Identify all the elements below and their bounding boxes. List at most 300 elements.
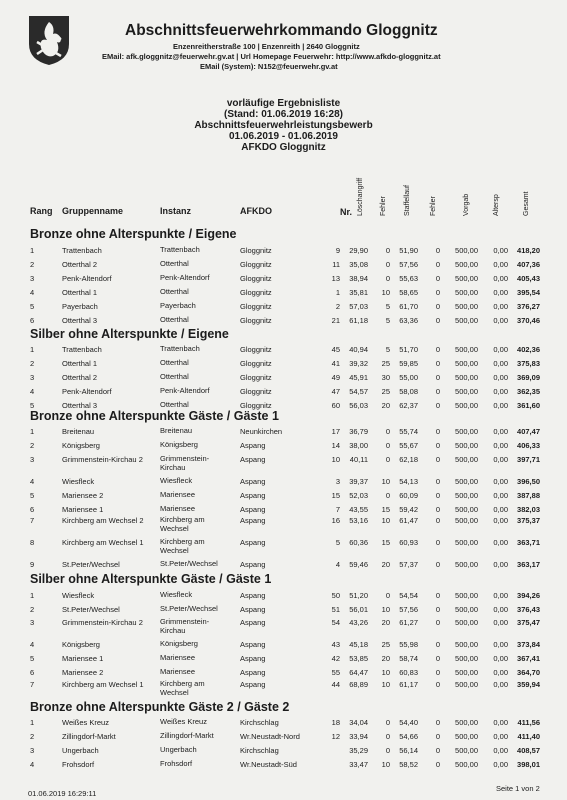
cell-vorgabe: 500,00: [455, 680, 478, 689]
cell-nr: 11: [332, 260, 340, 269]
cell-gruppe: Penk-Altendorf: [62, 387, 112, 396]
cell-instanz: Otterthal: [160, 400, 189, 409]
table-row: [0, 491, 567, 505]
cell-f2: 0: [435, 618, 440, 627]
cell-f1: 10: [381, 760, 390, 769]
cell-vorgabe: 500,00: [455, 401, 478, 410]
cell-f1: 15: [381, 505, 390, 514]
cell-afkdo: Gloggnitz: [240, 359, 272, 368]
cell-rang: 7: [30, 680, 35, 689]
cell-afkdo: Gloggnitz: [240, 260, 272, 269]
cell-vorgabe: 500,00: [455, 477, 478, 486]
cell-instanz: Grimmenstein-Kirchau: [160, 617, 210, 635]
cell-f2: 0: [435, 732, 440, 741]
cell-rang: 2: [30, 605, 35, 614]
cell-staffel: 62,18: [399, 455, 418, 464]
competition-name: Abschnittsfeuerwehrleistungsbewerb: [194, 120, 373, 131]
col-instanz: Instanz: [160, 206, 192, 216]
cell-gruppe: Mariensee 1: [62, 505, 104, 514]
cell-nr: 10: [331, 455, 340, 464]
cell-loesch: 40,94: [349, 345, 368, 354]
cell-vorgabe: 500,00: [455, 246, 478, 255]
cell-instanz: Königsberg: [160, 440, 198, 449]
cell-gesamt: 407,47: [517, 427, 540, 436]
cell-gruppe: Otterthal 2: [62, 373, 98, 382]
cell-afkdo: Kirchschlag: [240, 746, 279, 755]
cell-f2: 0: [435, 591, 440, 600]
cell-nr: 17: [331, 427, 340, 436]
cell-f2: 0: [435, 640, 440, 649]
cell-gesamt: 407,36: [517, 260, 540, 269]
cell-instanz: Trattenbach: [160, 245, 200, 254]
cell-afkdo: Aspang: [240, 441, 266, 450]
cell-nr: 55: [331, 668, 340, 677]
cell-f1: 10: [381, 516, 390, 525]
table-row: [0, 288, 567, 302]
cell-afkdo: Gloggnitz: [240, 246, 272, 255]
cell-vorgabe: 500,00: [455, 316, 478, 325]
cell-staffel: 62,37: [399, 401, 418, 410]
cell-f2: 0: [435, 359, 440, 368]
cell-instanz: Penk-Altendorf: [160, 273, 210, 282]
cell-gesamt: 387,88: [517, 491, 540, 500]
table-row: [0, 591, 567, 605]
cell-instanz: Otterthal: [160, 287, 189, 296]
col-afkdo: AFKDO: [240, 206, 272, 216]
cell-rang: 3: [30, 373, 35, 382]
cell-nr: 12: [331, 732, 340, 741]
cell-nr: 51: [331, 605, 340, 614]
cell-f1: 10: [381, 288, 390, 297]
cell-alter: 0,00: [493, 288, 508, 297]
cell-f1: 25: [381, 359, 390, 368]
cell-rang: 4: [30, 387, 35, 396]
table-row: [0, 387, 567, 401]
cell-gruppe: Wiesfleck: [62, 477, 95, 486]
cell-loesch: 35,08: [349, 260, 368, 269]
cell-f1: 0: [385, 274, 390, 283]
section-title: Silber ohne Alterspunkte / Eigene: [30, 327, 229, 341]
cell-f2: 0: [435, 680, 440, 689]
cell-staffel: 57,56: [399, 605, 418, 614]
cell-gesamt: 394,26: [517, 591, 540, 600]
cell-afkdo: Gloggnitz: [240, 345, 272, 354]
cell-rang: 8: [30, 538, 35, 547]
table-row: [0, 274, 567, 288]
cell-instanz: Zillingdorf-Markt: [160, 731, 214, 740]
cell-gesamt: 364,70: [517, 668, 540, 677]
cell-loesch: 38,94: [349, 274, 368, 283]
cell-gesamt: 361,60: [517, 401, 540, 410]
cell-f1: 30: [381, 373, 390, 382]
cell-gruppe: Kirchberg am Wechsel 2: [62, 516, 144, 525]
section-title: Bronze ohne Alterspunkte Gäste 2 / Gäste 2: [30, 700, 290, 714]
cell-gesamt: 370,46: [517, 316, 540, 325]
cell-f1: 0: [385, 746, 390, 755]
table-row: [0, 746, 567, 760]
cell-gesamt: 408,57: [517, 746, 540, 755]
cell-vorgabe: 500,00: [455, 505, 478, 514]
cell-loesch: 33,47: [349, 760, 368, 769]
cell-f2: 0: [435, 491, 440, 500]
cell-f2: 0: [435, 387, 440, 396]
cell-afkdo: Aspang: [240, 605, 266, 614]
cell-afkdo: Wr.Neustadt-Süd: [240, 760, 297, 769]
cell-staffel: 54,40: [399, 718, 418, 727]
cell-afkdo: Aspang: [240, 538, 266, 547]
cell-gesamt: 363,71: [517, 538, 540, 547]
cell-staffel: 54,66: [399, 732, 418, 741]
col-fehler1: Fehler: [380, 196, 387, 216]
cell-nr: 13: [331, 274, 340, 283]
cell-f2: 0: [435, 441, 440, 450]
cell-instanz: Mariensee: [160, 490, 196, 499]
cell-nr: 21: [331, 316, 340, 325]
cell-gruppe: Königsberg: [62, 441, 100, 450]
cell-gruppe: St.Peter/Wechsel: [62, 560, 120, 569]
cell-nr: 54: [331, 618, 340, 627]
cell-gruppe: St.Peter/Wechsel: [62, 605, 120, 614]
cell-alter: 0,00: [493, 732, 508, 741]
col-vorgab: Vorgab: [463, 193, 470, 216]
cell-gruppe: Frohsdorf: [62, 760, 95, 769]
cell-afkdo: Gloggnitz: [240, 401, 272, 410]
cell-f2: 0: [435, 455, 440, 464]
cell-staffel: 59,85: [399, 359, 418, 368]
cell-alter: 0,00: [493, 316, 508, 325]
cell-rang: 5: [30, 302, 35, 311]
cell-alter: 0,00: [493, 718, 508, 727]
cell-vorgabe: 500,00: [455, 359, 478, 368]
cell-rang: 1: [30, 345, 35, 354]
cell-rang: 2: [30, 441, 35, 450]
cell-f1: 0: [385, 591, 390, 600]
table-row: [0, 246, 567, 260]
cell-gesamt: 418,20: [517, 246, 540, 255]
cell-loesch: 39,37: [349, 477, 368, 486]
cell-vorgabe: 500,00: [455, 746, 478, 755]
cell-staffel: 55,00: [399, 373, 418, 382]
cell-nr: 18: [331, 718, 340, 727]
cell-f2: 0: [435, 316, 440, 325]
cell-gesamt: 376,27: [517, 302, 540, 311]
cell-rang: 7: [30, 516, 35, 525]
cell-f2: 0: [435, 516, 440, 525]
cell-afkdo: Aspang: [240, 516, 266, 525]
cell-alter: 0,00: [493, 373, 508, 382]
cell-rang: 1: [30, 246, 35, 255]
cell-alter: 0,00: [493, 654, 508, 663]
cell-loesch: 38,00: [349, 441, 368, 450]
cell-staffel: 58,52: [399, 760, 418, 769]
cell-f1: 25: [381, 387, 390, 396]
cell-gesamt: 398,01: [517, 760, 540, 769]
table-row: [0, 605, 567, 619]
cell-alter: 0,00: [493, 746, 508, 755]
cell-nr: 42: [331, 654, 340, 663]
cell-loesch: 52,03: [349, 491, 368, 500]
cell-f1: 0: [385, 491, 390, 500]
cell-instanz: St.Peter/Wechsel: [160, 559, 218, 568]
cell-alter: 0,00: [493, 760, 508, 769]
table-row: [0, 718, 567, 732]
cell-f2: 0: [435, 274, 440, 283]
cell-nr: 9: [335, 246, 340, 255]
cell-alter: 0,00: [493, 640, 508, 649]
organization-title: Abschnittsfeuerwehrkommando Gloggnitz: [125, 22, 438, 39]
cell-f2: 0: [435, 560, 440, 569]
print-timestamp: 01.06.2019 16:29:11: [28, 789, 97, 798]
table-row: [0, 618, 567, 638]
cell-instanz: Penk-Altendorf: [160, 386, 210, 395]
cell-nr: 3: [335, 477, 340, 486]
cell-vorgabe: 500,00: [455, 732, 478, 741]
cell-rang: 2: [30, 732, 35, 741]
cell-rang: 4: [30, 640, 35, 649]
cell-loesch: 54,57: [349, 387, 368, 396]
cell-rang: 1: [30, 718, 35, 727]
cell-gruppe: Otterthal 1: [62, 288, 98, 297]
cell-instanz: Otterthal: [160, 315, 189, 324]
cell-staffel: 56,14: [399, 746, 418, 755]
cell-rang: 3: [30, 618, 35, 627]
cell-gesamt: 359,94: [517, 680, 540, 689]
table-row: [0, 359, 567, 373]
cell-vorgabe: 500,00: [455, 274, 478, 283]
cell-gesamt: 411,56: [517, 718, 540, 727]
cell-staffel: 58,74: [399, 654, 418, 663]
cell-alter: 0,00: [493, 246, 508, 255]
cell-afkdo: Aspang: [240, 591, 266, 600]
cell-afkdo: Aspang: [240, 654, 266, 663]
cell-f1: 25: [381, 640, 390, 649]
cell-staffel: 55,67: [399, 441, 418, 450]
cell-afkdo: Aspang: [240, 640, 266, 649]
cell-rang: 6: [30, 505, 35, 514]
cell-f1: 20: [381, 618, 390, 627]
cell-instanz: Kirchberg am Wechsel: [160, 515, 205, 533]
cell-vorgabe: 500,00: [455, 373, 478, 382]
cell-vorgabe: 500,00: [455, 441, 478, 450]
cell-vorgabe: 500,00: [455, 640, 478, 649]
cell-rang: 6: [30, 668, 35, 677]
cell-loesch: 39,32: [349, 359, 368, 368]
col-loeschangriff: Löschangriff: [357, 177, 364, 216]
cell-gruppe: Payerbach: [62, 302, 98, 311]
cell-f2: 0: [435, 288, 440, 297]
cell-loesch: 35,81: [349, 288, 368, 297]
cell-instanz: Kirchberg am Wechsel: [160, 537, 205, 555]
cell-staffel: 51,70: [399, 345, 418, 354]
cell-vorgabe: 500,00: [455, 718, 478, 727]
cell-vorgabe: 500,00: [455, 260, 478, 269]
cell-nr: 43: [331, 640, 340, 649]
cell-rang: 5: [30, 491, 35, 500]
cell-loesch: 35,29: [349, 746, 368, 755]
cell-gruppe: Trattenbach: [62, 246, 102, 255]
cell-instanz: Breitenau: [160, 426, 193, 435]
cell-nr: 16: [331, 516, 340, 525]
cell-staffel: 54,54: [399, 591, 418, 600]
cell-gruppe: Trattenbach: [62, 345, 102, 354]
cell-alter: 0,00: [493, 260, 508, 269]
cell-instanz: Wiesfleck: [160, 590, 193, 599]
cell-f2: 0: [435, 345, 440, 354]
section-title: Silber ohne Alterspunkte Gäste / Gäste 1: [30, 572, 272, 586]
cell-staffel: 55,98: [399, 640, 418, 649]
cell-vorgabe: 500,00: [455, 591, 478, 600]
cell-afkdo: Gloggnitz: [240, 274, 272, 283]
cell-f2: 0: [435, 605, 440, 614]
cell-alter: 0,00: [493, 680, 508, 689]
cell-gruppe: Otterthal 3: [62, 316, 98, 325]
cell-alter: 0,00: [493, 538, 508, 547]
cell-staffel: 54,13: [399, 477, 418, 486]
cell-instanz: Königsberg: [160, 639, 198, 648]
cell-f1: 5: [385, 302, 390, 311]
cell-gruppe: Kirchberg am Wechsel 1: [62, 680, 144, 689]
cell-f1: 0: [385, 260, 390, 269]
cell-afkdo: Aspang: [240, 560, 266, 569]
cell-gesamt: 382,03: [517, 505, 540, 514]
cell-gruppe: Otterthal 1: [62, 359, 98, 368]
cell-instanz: Mariensee: [160, 504, 196, 513]
cell-f1: 5: [385, 316, 390, 325]
cell-rang: 1: [30, 427, 35, 436]
cell-instanz: Mariensee: [160, 667, 196, 676]
cell-afkdo: Wr.Neustadt-Nord: [240, 732, 300, 741]
cell-afkdo: Gloggnitz: [240, 373, 272, 382]
cell-loesch: 43,55: [349, 505, 368, 514]
cell-staffel: 61,17: [399, 680, 418, 689]
cell-instanz: Payerbach: [160, 301, 196, 310]
table-row: [0, 373, 567, 387]
cell-f2: 0: [435, 654, 440, 663]
cell-instanz: Grimmenstein-Kirchau: [160, 454, 210, 472]
cell-staffel: 58,65: [399, 288, 418, 297]
cell-gruppe: Ungerbach: [62, 746, 99, 755]
cell-loesch: 33,94: [349, 732, 368, 741]
cell-alter: 0,00: [493, 302, 508, 311]
page-number: Seite 1 von 2: [496, 784, 540, 793]
cell-f2: 0: [435, 373, 440, 382]
cell-loesch: 57,03: [349, 302, 368, 311]
cell-gesamt: 363,17: [517, 560, 540, 569]
cell-alter: 0,00: [493, 491, 508, 500]
cell-vorgabe: 500,00: [455, 560, 478, 569]
cell-instanz: Frohsdorf: [160, 759, 193, 768]
cell-afkdo: Aspang: [240, 618, 266, 627]
col-fehler2: Fehler: [430, 196, 437, 216]
cell-loesch: 43,26: [349, 618, 368, 627]
cell-gruppe: Grimmenstein-Kirchau 2: [62, 618, 143, 627]
cell-nr: 5: [335, 538, 340, 547]
table-row: [0, 760, 567, 774]
cell-loesch: 64,47: [349, 668, 368, 677]
cell-nr: 45: [331, 345, 340, 354]
cell-gesamt: 396,50: [517, 477, 540, 486]
cell-loesch: 56,03: [349, 401, 368, 410]
col-gesamt: Gesamt: [523, 191, 530, 216]
cell-nr: 15: [331, 491, 340, 500]
cell-f2: 0: [435, 718, 440, 727]
cell-f1: 0: [385, 427, 390, 436]
cell-instanz: Otterthal: [160, 372, 189, 381]
cell-nr: 4: [335, 560, 340, 569]
cell-loesch: 56,01: [349, 605, 368, 614]
list-status: (Stand: 01.06.2019 16:28): [224, 109, 343, 120]
cell-nr: 49: [331, 373, 340, 382]
cell-nr: 41: [331, 359, 340, 368]
table-row: [0, 538, 567, 558]
cell-staffel: 61,27: [399, 618, 418, 627]
table-row: [0, 477, 567, 491]
cell-staffel: 51,90: [399, 246, 418, 255]
cell-gruppe: Penk-Altendorf: [62, 274, 112, 283]
cell-rang: 3: [30, 455, 35, 464]
cell-instanz: Ungerbach: [160, 745, 197, 754]
cell-afkdo: Neunkirchen: [240, 427, 283, 436]
cell-nr: 1: [335, 288, 340, 297]
cell-gruppe: Mariensee 2: [62, 668, 104, 677]
cell-nr: 14: [331, 441, 340, 450]
cell-vorgabe: 500,00: [455, 618, 478, 627]
cell-instanz: Weißes Kreuz: [160, 717, 207, 726]
cell-vorgabe: 500,00: [455, 491, 478, 500]
cell-gruppe: Otterthal 2: [62, 260, 98, 269]
cell-alter: 0,00: [493, 605, 508, 614]
table-row: [0, 455, 567, 475]
table-row: [0, 441, 567, 455]
col-rang: Rang: [30, 206, 53, 216]
cell-afkdo: Aspang: [240, 668, 266, 677]
cell-instanz: Trattenbach: [160, 344, 200, 353]
col-gruppenname: Gruppenname: [62, 206, 124, 216]
cell-staffel: 57,37: [399, 560, 418, 569]
cell-gruppe: Otterthal 3: [62, 401, 98, 410]
cell-afkdo: Gloggnitz: [240, 316, 272, 325]
section-title: Bronze ohne Alterspunkte Gäste / Gäste 1: [30, 409, 279, 423]
cell-loesch: 60,36: [349, 538, 368, 547]
cell-afkdo: Gloggnitz: [240, 302, 272, 311]
cell-vorgabe: 500,00: [455, 345, 478, 354]
cell-f2: 0: [435, 668, 440, 677]
cell-nr: 50: [331, 591, 340, 600]
cell-rang: 3: [30, 746, 35, 755]
cell-alter: 0,00: [493, 618, 508, 627]
cell-f2: 0: [435, 401, 440, 410]
cell-loesch: 53,16: [349, 516, 368, 525]
cell-staffel: 63,36: [399, 316, 418, 325]
cell-vorgabe: 500,00: [455, 387, 478, 396]
table-row: [0, 345, 567, 359]
table-row: [0, 640, 567, 654]
cell-f2: 0: [435, 505, 440, 514]
cell-alter: 0,00: [493, 560, 508, 569]
cell-gesamt: 402,36: [517, 345, 540, 354]
cell-staffel: 60,93: [399, 538, 418, 547]
cell-staffel: 55,63: [399, 274, 418, 283]
cell-alter: 0,00: [493, 477, 508, 486]
cell-f1: 20: [381, 560, 390, 569]
cell-gesamt: 367,41: [517, 654, 540, 663]
cell-afkdo: Gloggnitz: [240, 288, 272, 297]
cell-loesch: 29,90: [349, 246, 368, 255]
cell-f1: 5: [385, 345, 390, 354]
cell-afkdo: Aspang: [240, 477, 266, 486]
list-title: vorläufige Ergebnisliste: [226, 98, 341, 109]
cell-rang: 3: [30, 274, 35, 283]
